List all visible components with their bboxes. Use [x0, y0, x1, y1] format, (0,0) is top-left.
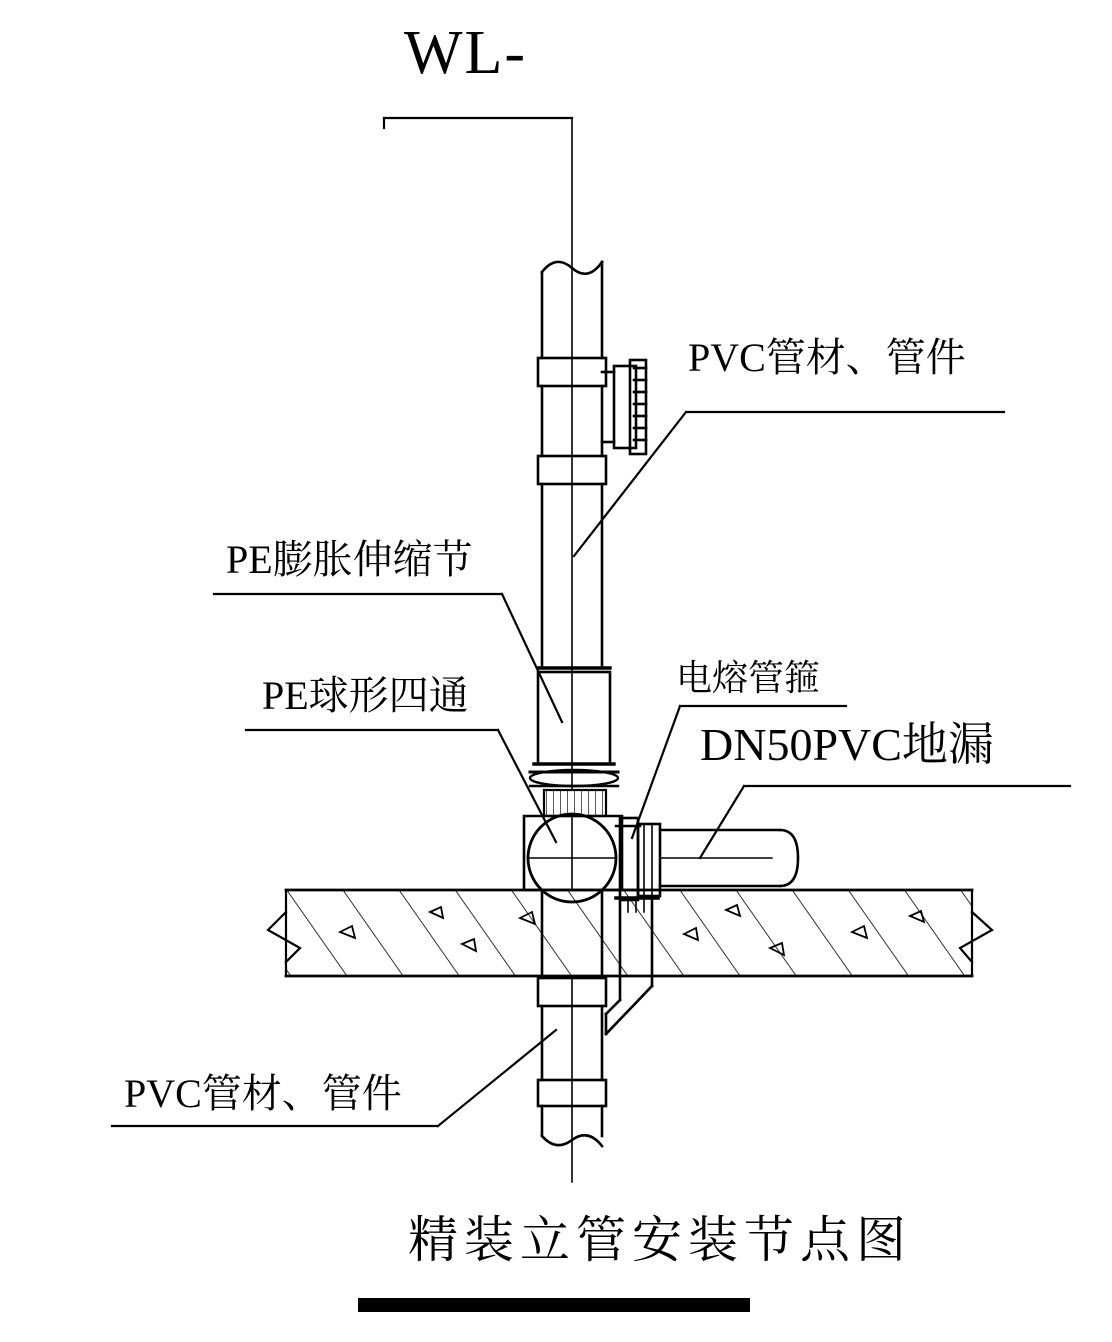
- concrete-slab: [268, 890, 992, 976]
- label-floor-drain: DN50PVC地漏: [700, 719, 994, 770]
- drawing-title: 精装立管安装节点图: [408, 1212, 912, 1268]
- pe-expansion-joint: [530, 668, 618, 816]
- label-pe-expansion-joint: PE膨胀伸缩节: [226, 537, 473, 582]
- riser-tag-label: WL-: [404, 19, 528, 87]
- floor-drain-branch: [660, 830, 798, 886]
- electrofusion-coupling: [620, 818, 660, 900]
- pvc-riser-upper: [538, 262, 646, 668]
- label-electrofusion-coupling: 电熔管箍: [676, 658, 821, 698]
- label-pvc-top: PVC管材、管件: [688, 335, 966, 380]
- label-pe-ball-cross: PE球形四通: [262, 673, 469, 718]
- label-pvc-bottom: PVC管材、管件: [124, 1071, 402, 1116]
- title-underline: [358, 1298, 750, 1312]
- riser-tag-leader: [384, 118, 572, 128]
